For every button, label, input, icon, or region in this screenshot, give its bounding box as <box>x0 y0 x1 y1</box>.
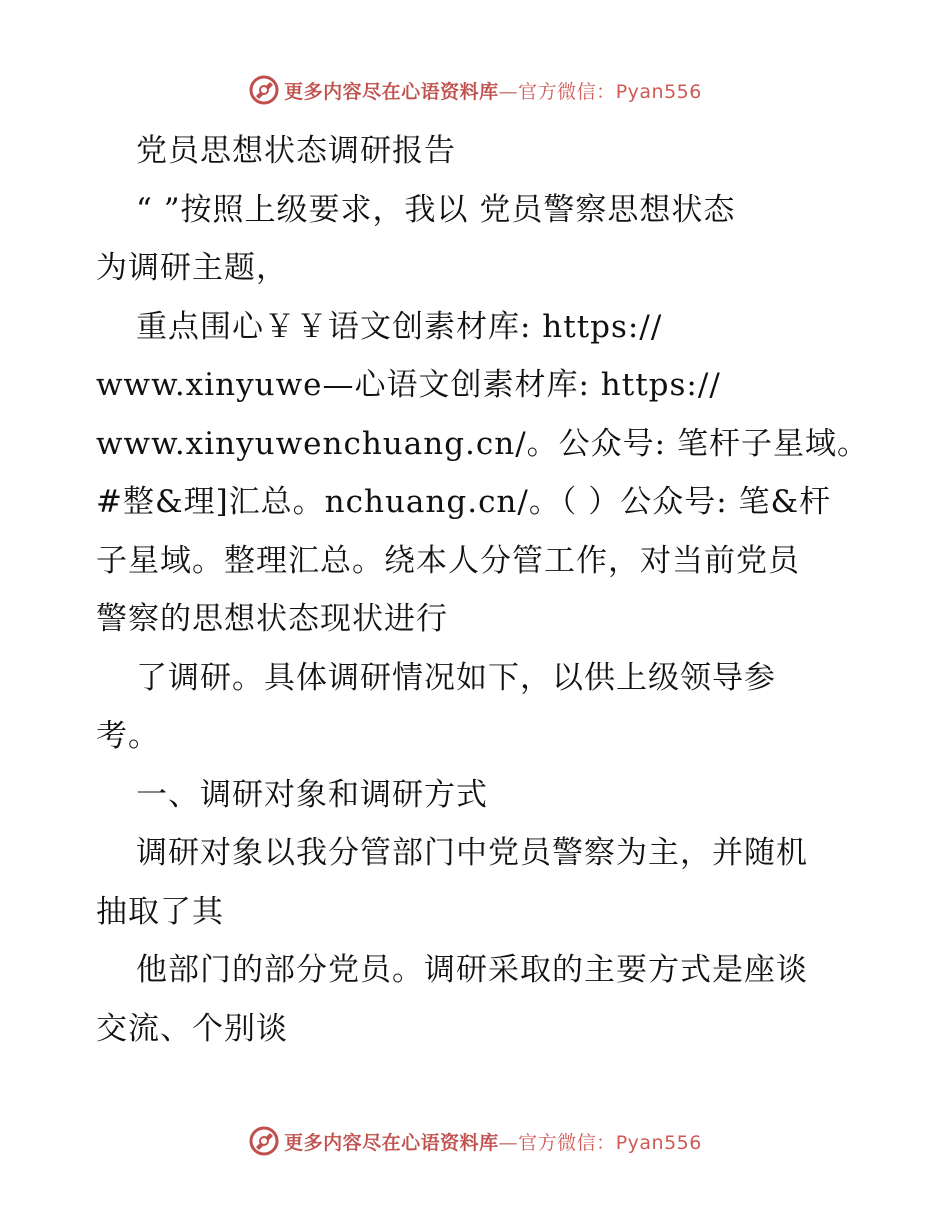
doc-line: 重点围心￥￥语文创素材库: https:// <box>136 308 663 345</box>
banner-content <box>248 74 702 106</box>
banner-dash: — <box>498 80 519 103</box>
doc-line: 调研对象以我分管部门中党员警察为主，并随机 <box>136 835 808 871</box>
document-body <box>96 122 869 1058</box>
banner-content <box>248 1125 702 1157</box>
logo-icon <box>248 1125 280 1157</box>
doc-line: 为调研主题， <box>96 250 288 286</box>
doc-line: 他部门的部分党员。调研采取的主要方式是座谈 <box>136 952 808 988</box>
banner-dash: — <box>498 1131 519 1154</box>
header-banner <box>0 70 950 110</box>
doc-line: 子星域。整理汇总。绕本人分管工作，对当前党员 <box>96 542 800 579</box>
banner-official-label: 官方微信： <box>518 1131 616 1154</box>
doc-line: #整&理]汇总。nchuang.cn/。（ ）公众号: 笔&杆 <box>96 484 832 520</box>
doc-line: 考。 <box>96 718 160 754</box>
banner-text <box>284 77 702 104</box>
banner-official-label: 官方微信： <box>518 80 616 103</box>
section-heading: 一、调研对象和调研方式 <box>136 776 488 813</box>
doc-line: “ ”按照上级要求，我以 党员警察思想状态 <box>136 191 736 228</box>
doc-line: 抽取了其 <box>96 893 224 930</box>
banner-main-text: 更多内容尽在心语资料库 <box>284 80 499 103</box>
banner-wechat-id: Pyan556 <box>615 80 702 103</box>
banner-main-text: 更多内容尽在心语资料库 <box>284 1131 499 1154</box>
doc-line: 警察的思想状态现状进行 <box>96 601 448 637</box>
footer-banner <box>0 1121 950 1161</box>
banner-text <box>284 1128 702 1155</box>
doc-line: 了调研。具体调研情况如下，以供上级领导参 <box>136 659 776 696</box>
doc-line: 交流、个别谈 <box>96 1010 288 1047</box>
logo-icon <box>248 74 280 106</box>
doc-title: 党员思想状态调研报告 <box>136 133 456 169</box>
doc-line: www.xinyuwenchuang.cn/。公众号: 笔杆子星域。 <box>96 425 869 462</box>
banner-wechat-id: Pyan556 <box>615 1131 702 1154</box>
doc-line: www.xinyuwe—心语文创素材库: https:// <box>96 367 721 403</box>
